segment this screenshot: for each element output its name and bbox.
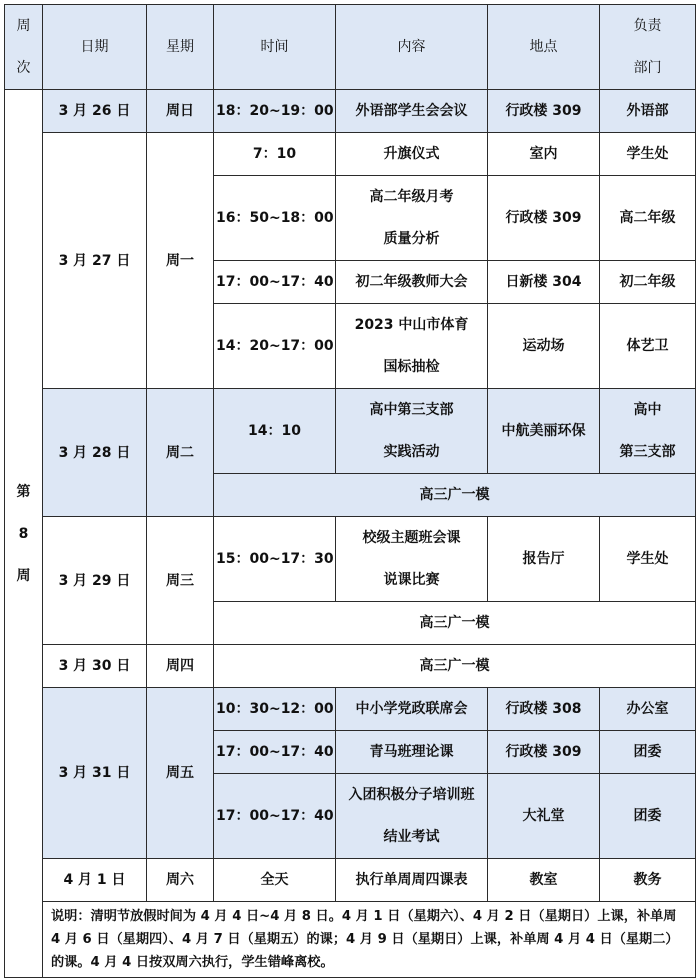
time-cell: 14：20~17：00: [214, 304, 336, 389]
content-cell: 初二年级教师大会: [336, 261, 488, 304]
time-cell: 17：00~17：40: [214, 261, 336, 304]
place-cell: 行政楼 309: [488, 90, 600, 133]
date-cell: 3 月 26 日: [43, 90, 147, 133]
date-cell: 4 月 1 日: [43, 859, 147, 902]
time-cell: 18：20~19：00: [214, 90, 336, 133]
table-row: [5, 90, 696, 133]
time-cell: 16：50~18：00: [214, 176, 336, 261]
place-cell: 运动场: [488, 304, 600, 389]
weekday-cell: 周二: [147, 389, 214, 517]
time-cell: 14：10: [214, 389, 336, 474]
dept-cell: 初二年级: [600, 261, 696, 304]
dept-cell: 高中 第三支部: [600, 389, 696, 474]
header-time: 时间: [214, 5, 336, 90]
place-cell: 大礼堂: [488, 774, 600, 859]
time-cell: 17：00~17：40: [214, 774, 336, 859]
content-cell: 高中第三支部 实践活动: [336, 389, 488, 474]
date-cell: 3 月 31 日: [43, 688, 147, 859]
date-cell: 3 月 27 日: [43, 133, 147, 389]
content-cell: 中小学党政联席会: [336, 688, 488, 731]
header-week: 周 次: [5, 5, 43, 90]
content-cell: 校级主题班会课 说课比赛: [336, 517, 488, 602]
time-cell: 17：00~17：40: [214, 731, 336, 774]
header-weekday: 星期: [147, 5, 214, 90]
time-cell: 全天: [214, 859, 336, 902]
content-cell: 外语部学生会会议: [336, 90, 488, 133]
content-cell: 2023 中山市体育 国标抽检: [336, 304, 488, 389]
weekday-cell: 周三: [147, 517, 214, 645]
content-cell: 执行单周周四课表: [336, 859, 488, 902]
time-cell: 7：10: [214, 133, 336, 176]
holiday-note: 说明：清明节放假时间为 4 月 4 日~4 月 8 日。4 月 1 日（星期六）、4 月 2 日（星期日）上课，补单周 4 月 6 日（星期四）、4 月 7 日（星期五）的课；4 月 9 日（星期日）上课，补单周 4 月 4 日（星期二）的课。4 月 4 日按双周六执行，学生错峰离校。: [43, 902, 696, 978]
weekday-cell: 周四: [147, 645, 214, 688]
header-date: 日期: [43, 5, 147, 90]
header-content: 内容: [336, 5, 488, 90]
header-dept: 负责 部门: [600, 5, 696, 90]
dept-cell: 团委: [600, 731, 696, 774]
dept-cell: 团委: [600, 774, 696, 859]
weekday-cell: 周一: [147, 133, 214, 389]
note-row: [5, 902, 696, 978]
time-cell: 15：00~17：30: [214, 517, 336, 602]
table-row: [5, 133, 696, 176]
place-cell: 行政楼 308: [488, 688, 600, 731]
span-cell: 高三广一模: [214, 602, 696, 645]
content-cell: 高二年级月考 质量分析: [336, 176, 488, 261]
span-cell: 高三广一模: [214, 645, 696, 688]
weekday-cell: 周日: [147, 90, 214, 133]
place-cell: 教室: [488, 859, 600, 902]
content-cell: 青马班理论课: [336, 731, 488, 774]
dept-cell: 体艺卫: [600, 304, 696, 389]
dept-cell: 高二年级: [600, 176, 696, 261]
date-cell: 3 月 30 日: [43, 645, 147, 688]
table-row: [5, 517, 696, 602]
date-cell: 3 月 28 日: [43, 389, 147, 517]
place-cell: 室内: [488, 133, 600, 176]
schedule-table: [4, 4, 696, 978]
table-row: [5, 859, 696, 902]
dept-cell: 学生处: [600, 133, 696, 176]
header-place: 地点: [488, 5, 600, 90]
table-row: [5, 389, 696, 474]
dept-cell: 外语部: [600, 90, 696, 133]
header-row: [5, 5, 696, 90]
place-cell: 中航美丽环保: [488, 389, 600, 474]
table-row: [5, 645, 696, 688]
place-cell: 行政楼 309: [488, 731, 600, 774]
content-cell: 入团积极分子培训班 结业考试: [336, 774, 488, 859]
content-cell: 升旗仪式: [336, 133, 488, 176]
dept-cell: 办公室: [600, 688, 696, 731]
dept-cell: 教务: [600, 859, 696, 902]
time-cell: 10：30~12：00: [214, 688, 336, 731]
date-cell: 3 月 29 日: [43, 517, 147, 645]
place-cell: 行政楼 309: [488, 176, 600, 261]
place-cell: 日新楼 304: [488, 261, 600, 304]
table-row: [5, 688, 696, 731]
weekday-cell: 周五: [147, 688, 214, 859]
dept-cell: 学生处: [600, 517, 696, 602]
place-cell: 报告厅: [488, 517, 600, 602]
week-label: 第 8 周: [5, 90, 43, 978]
span-cell: 高三广一模: [214, 474, 696, 517]
weekday-cell: 周六: [147, 859, 214, 902]
